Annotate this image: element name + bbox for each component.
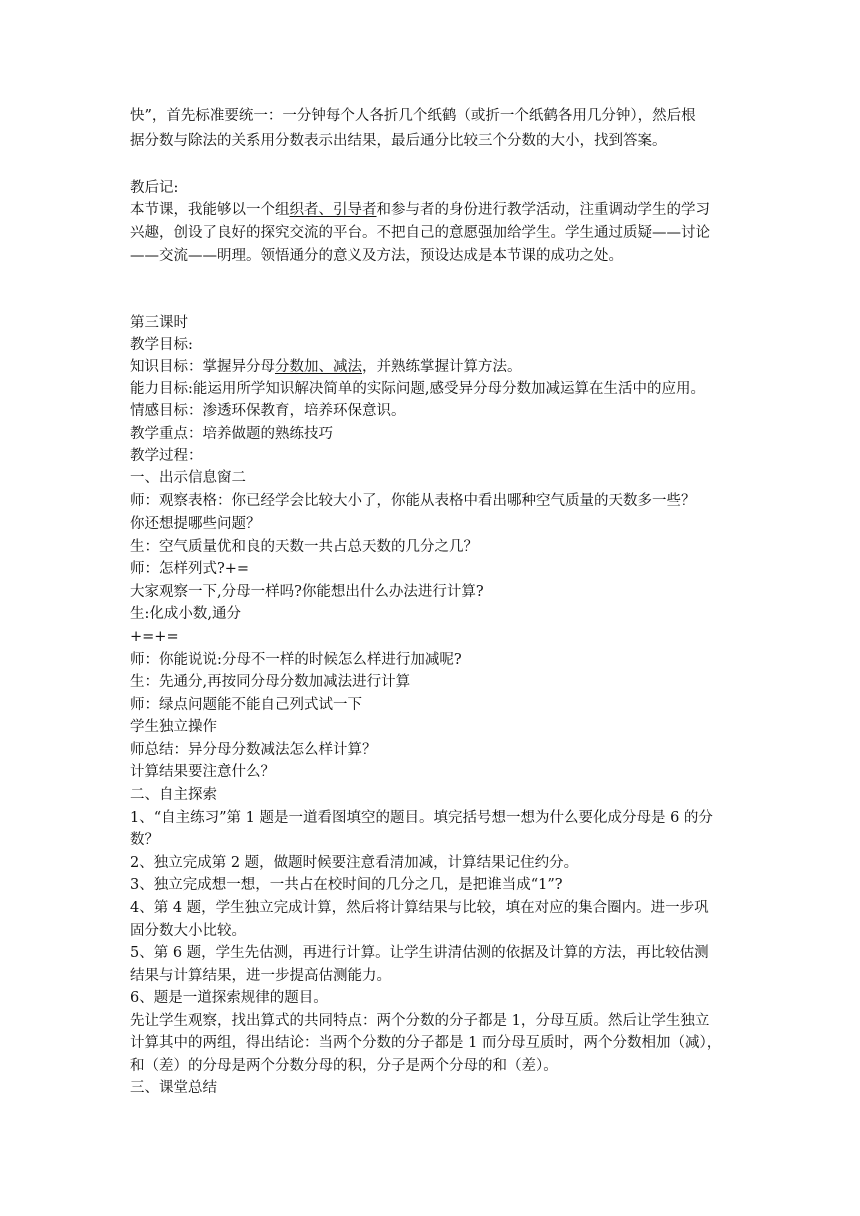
process-title: 教学过程：	[130, 448, 203, 464]
exercise-line: 数？	[130, 832, 159, 848]
goal-emotion: 情感目标：渗透环保教育，培养环保意识。	[130, 403, 406, 419]
exercise-line: 5、第 6 题，学生先估测，再进行计算。让学生讲清估测的依据及计算的方法，再比较估测	[130, 945, 709, 961]
dialogue-line: 生：先通分,再按同分母分数加减法进行计算	[130, 674, 411, 690]
dialogue-line: 师：怎样列式?+=	[130, 561, 250, 577]
dialogue-line: 师：你能说说:分母不一样的时候怎么样进行加减呢?	[130, 652, 462, 668]
dialogue-line: 计算结果要注意什么？	[130, 764, 275, 780]
dialogue-line: 大家观察一下,分母一样吗?你能想出什么办法进行计算?	[130, 584, 484, 600]
key-point: 教学重点：培养做题的熟练技巧	[130, 426, 333, 442]
exercise-line: 和（差）的分母是两个分数分母的积，分子是两个分母的和（差）。	[130, 1058, 558, 1074]
reflection-title: 教后记:	[130, 180, 179, 196]
goal-text: ，并熟练掌握计算方法。	[362, 359, 522, 375]
paragraph-line: 据分数与除法的关系用分数表示出结果，最后通分比较三个分数的大小，找到答案。	[130, 133, 667, 149]
exercise-line: 结果与计算结果，进一步提高估测能力。	[130, 968, 391, 984]
exercise-line: 2、独立完成第 2 题，做题时候要注意看清加减，计算结果记住约分。	[130, 855, 579, 871]
dialogue-line: 生：空气质量优和良的天数一共占总天数的几分之几？	[130, 539, 478, 555]
goals-title: 教学目标:	[130, 337, 193, 353]
section-title: 二、自主探索	[130, 787, 217, 803]
dialogue-line: 生:化成小数,通分	[130, 606, 241, 622]
goal-knowledge	[130, 356, 740, 378]
underlined-text: 分数加、减法	[275, 359, 362, 375]
dialogue-line: 师总结：异分母分数减法怎么样计算？	[130, 742, 377, 758]
dialogue-line: 师：绿点问题能不能自己列式试一下	[130, 697, 362, 713]
goal-text: 知识目标：掌握异分母	[130, 359, 275, 375]
reflection-line: 兴趣，创设了良好的探究交流的平台。不把自己的意愿强加给学生。学生通过质疑——讨论	[130, 225, 710, 241]
section-title: 三、课堂总结	[130, 1080, 217, 1096]
exercise-line: 4、第 4 题，学生独立完成计算，然后将计算结果与比较，填在对应的集合圈内。进一步巩	[130, 900, 709, 916]
reflection-text: 本节课，我能够以一个组	[130, 202, 290, 218]
reflection-line	[130, 199, 740, 221]
reflection-line: ——交流——明理。领悟通分的意义及方法，预设达成是本节课的成功之处。	[130, 248, 623, 264]
exercise-line: 1、“自主练习”第 1 题是一道看图填空的题目。填完括号想一想为什么要化成分母是 6 的分	[130, 810, 713, 826]
section-title: 一、出示信息窗二	[130, 470, 246, 486]
dialogue-line: 师：观察表格：你已经学会比较大小了，你能从表格中看出哪种空气质量的天数多一些？	[130, 493, 696, 509]
lesson-title: 第三课时	[130, 315, 188, 331]
dialogue-line: 学生独立操作	[130, 719, 217, 735]
reflection-text: 和参与者的身份进行教学活动，注重调动学生的学习	[376, 202, 710, 218]
exercise-line: 固分数大小比较。	[130, 923, 246, 939]
exercise-line: 计算其中的两组，得出结论：当两个分数的分子都是 1 而分母互质时，两个分数相加（减），	[130, 1035, 722, 1051]
goal-ability: 能力目标:能运用所学知识解决简单的实际问题,感受异分母分数加减运算在生活中的应用。	[130, 381, 705, 397]
dialogue-line: 你还想提哪些问题？	[130, 516, 261, 532]
underlined-text: 织者、引导者	[289, 202, 377, 218]
paragraph-line: 快”，首先标准要统一：一分钟每个人各折几个纸鹤（或折一个纸鹤各用几分钟），然后根	[130, 108, 696, 124]
exercise-line: 先让学生观察，找出算式的共同特点：两个分数的分子都是 1，分母互质。然后让学生独立	[130, 1013, 710, 1029]
exercise-line: 3、独立完成想一想，一共占在校时间的几分之几，是把谁当成“1”?	[130, 877, 563, 893]
formula-line: +=+=	[130, 629, 179, 645]
exercise-line: 6、题是一道探索规律的题目。	[130, 990, 328, 1006]
